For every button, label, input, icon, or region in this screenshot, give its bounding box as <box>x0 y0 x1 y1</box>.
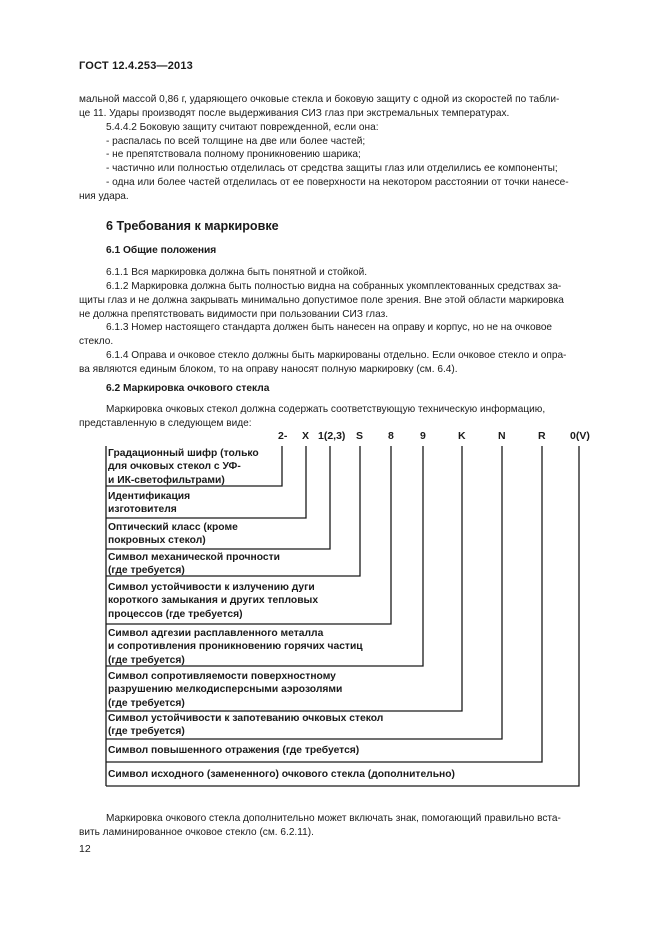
code-x: X <box>302 430 310 442</box>
list-item: - распалась по всей толщине на две или более частей; <box>106 136 366 147</box>
label-optical-class: Оптический класс (кроме покровных стекол) <box>108 522 238 547</box>
code-k: K <box>458 430 466 442</box>
subsection-title: 6.1 Общие положения <box>106 245 217 256</box>
code-s: S <box>356 430 364 442</box>
code-9: 9 <box>420 430 426 442</box>
paragraph-line: щиты глаз и не должна закрывать минимально допустимое поле зрения. Вне этой области маркировка <box>79 295 564 306</box>
list-item: ния удара. <box>79 191 129 202</box>
paragraph-line: це 11. Удары производят после выдерживания СИЗ глаз при экстремальных температурах. <box>79 108 510 119</box>
paragraph-611: 6.1.1 Вся маркировка должна быть понятной и стойкой. <box>106 267 368 278</box>
document-header: ГОСТ 12.4.253—2013 <box>79 60 193 72</box>
paragraph-line: ва являются единым блоком, то на оправу наносят полную маркировку (см. 6.4). <box>79 364 458 375</box>
paragraph-612: 6.1.2 Маркировка должна быть полностью видна на собранных укомплектованных средствах за- <box>106 281 562 292</box>
paragraph-line: не должна препятствовать видимости при пользовании СИЗ глаз. <box>79 309 388 320</box>
code-0v: 0(V) <box>570 430 590 442</box>
paragraph-614: 6.1.4 Оправа и очковое стекло должны быть маркированы отдельно. Если очковое стекло и опра- <box>106 350 567 361</box>
label-reflection: Символ повышенного отражения (где требуется) <box>108 745 360 756</box>
section-title: 6 Требования к маркировке <box>106 219 279 233</box>
paragraph-line: стекло. <box>79 336 114 347</box>
paragraph-613: 6.1.3 Номер настоящего стандарта должен быть нанесен на оправу и корпус, но не на очковое <box>106 322 553 333</box>
paragraph-line: представленную в следующем виде: <box>79 418 252 429</box>
paragraph-line: мальной массой 0,86 г, ударяющего очковые стекла и боковую защиту с одной из скоростей по табли- <box>79 94 560 105</box>
list-item: - частично или полностью отделилась от средства защиты глаз или отделились ее компоненты; <box>106 163 558 174</box>
label-anti-fog: Символ устойчивости к запотеванию очковых стекол (где требуется) <box>108 713 384 738</box>
label-original-lens: Символ исходного (замененного) очкового стекла (дополнительно) <box>108 769 455 780</box>
paragraph-62: Маркировка очковых стекол должна содержать соответствующую техническую информацию, <box>106 404 546 415</box>
label-gradation: Градационный шифр (только для очковых стекол с УФ- и ИК-светофильтрами) <box>108 448 259 486</box>
list-item: - одна или более частей отделилась от ее поверхности на некотором расстоянии от точки нанесе- <box>106 177 569 188</box>
note-line: вить ламинированное очковое стекло (см. 6.2.11). <box>79 827 314 838</box>
label-molten-metal: Символ адгезии расплавленного металла и сопротивления проникновению горячих частиц (где требуется) <box>108 628 363 666</box>
code-optical-class: 1(2,3) <box>318 430 346 442</box>
label-mechanical: Символ механической прочности (где требуется) <box>108 552 281 577</box>
label-arc: Символ устойчивости к излучению дуги короткого замыкания и других тепловых процессов (где требуется) <box>108 582 319 620</box>
label-manufacturer: Идентификация изготовителя <box>108 491 191 516</box>
code-2: 2- <box>278 430 288 442</box>
subsection-title: 6.2 Маркировка очкового стекла <box>106 383 270 394</box>
code-8: 8 <box>388 430 394 442</box>
list-item: - не препятствовала полному проникновению шарика; <box>106 149 361 160</box>
note-line: Маркировка очкового стекла дополнительно может включать знак, помогающий правильно вста- <box>106 813 561 824</box>
paragraph-5442: 5.4.4.2 Боковую защиту считают поврежденной, если она: <box>106 122 379 133</box>
code-r: R <box>538 430 546 442</box>
page-number: 12 <box>79 843 91 855</box>
code-n: N <box>498 430 506 442</box>
label-fine-particles: Символ сопротивляемости поверхностному разрушению мелкодисперсными аэрозолями (где требуется) <box>108 671 343 709</box>
